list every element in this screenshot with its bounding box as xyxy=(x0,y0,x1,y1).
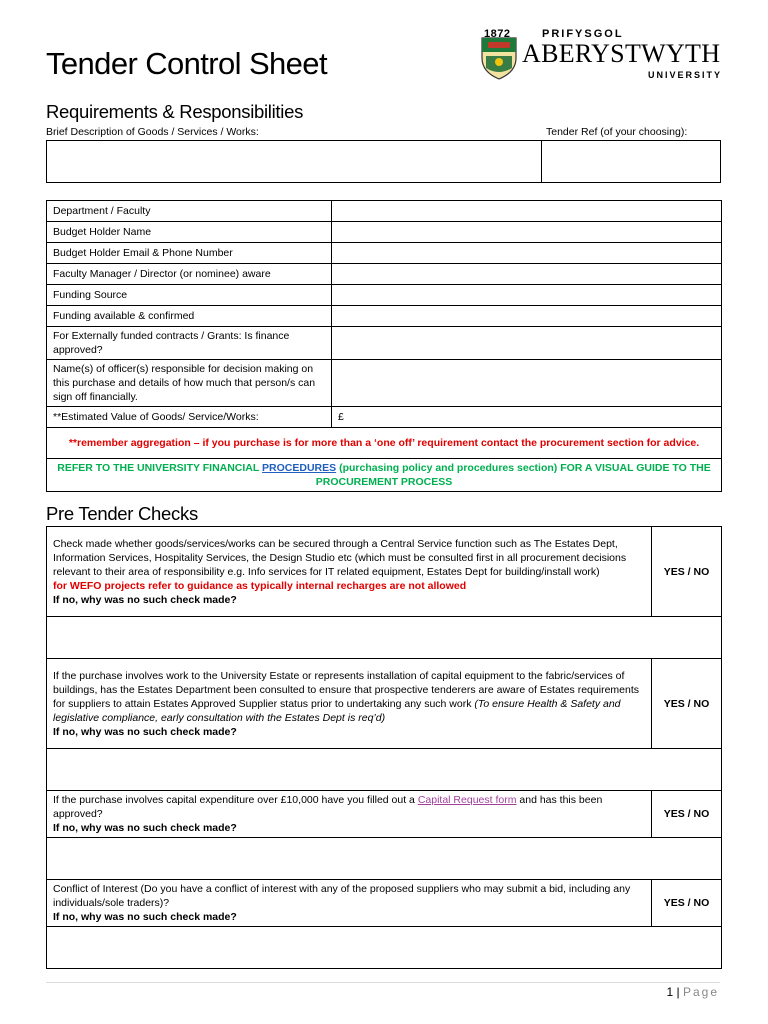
pretender-heading: Pre Tender Checks xyxy=(46,503,198,524)
page-number xyxy=(666,985,719,999)
logo-name: ABERYSTWYTH xyxy=(522,39,721,68)
tender-ref-input[interactable] xyxy=(541,140,721,183)
requirements-heading: Requirements & Responsibilities xyxy=(46,101,304,122)
row-label: Name(s) of officer(s) responsible for decision making on this purchase and details of how much that person/s can sign off financially. xyxy=(47,360,332,407)
budget-holder-input[interactable] xyxy=(332,222,722,243)
table-row xyxy=(47,428,722,459)
refer-text-before: REFER TO THE UNIVERSITY FINANCIAL xyxy=(57,462,263,474)
why-label: If no, why was no such check made? xyxy=(53,911,237,923)
table-row xyxy=(47,838,722,880)
aggregation-note: **remember aggregation – if you purchase is for more than a ‘one off’ requirement contact the procurement section for advice. xyxy=(47,428,722,459)
check-conflict-of-interest xyxy=(47,880,652,927)
why-label: If no, why was no such check made? xyxy=(53,593,237,606)
currency-symbol: £ xyxy=(338,411,344,423)
estimated-value-input[interactable] xyxy=(332,407,722,428)
yes-no-selector[interactable]: YES / NO xyxy=(652,880,722,927)
logo-year: 1872 xyxy=(484,28,511,40)
wefo-note: for WEFO projects refer to guidance as typically internal recharges are not allowed xyxy=(53,579,467,592)
table-row xyxy=(47,791,722,838)
check-capital-expenditure xyxy=(47,791,652,838)
row-label: Budget Holder Name xyxy=(47,222,332,243)
table-row xyxy=(47,617,722,659)
budget-contact-input[interactable] xyxy=(332,243,722,264)
table-row xyxy=(47,264,722,285)
procedures-link[interactable]: PROCEDURES xyxy=(262,462,337,474)
why-label: If no, why was no such check made? xyxy=(53,822,237,834)
table-row xyxy=(47,459,722,492)
row-label: Budget Holder Email & Phone Number xyxy=(47,243,332,264)
funding-source-input[interactable] xyxy=(332,285,722,306)
row-label: For Externally funded contracts / Grants: Is finance approved? xyxy=(47,327,332,360)
procurement-guide-note xyxy=(47,459,722,492)
table-row xyxy=(47,749,722,791)
check-text-before: If the purchase involves capital expenditure over £10,000 have you filled out a xyxy=(53,794,418,806)
check-italic-note: (To ensure Health & Safety and legislative compliance, early consultation with the Estates Dept is req’d) xyxy=(53,697,621,724)
table-row xyxy=(47,927,722,969)
capital-request-link[interactable]: Capital Request form xyxy=(417,794,517,806)
description-label: Brief Description of Goods / Services / Works: xyxy=(46,126,259,138)
page-number-value: 1 xyxy=(666,985,674,999)
row-label: **Estimated Value of Goods/ Service/Works: xyxy=(47,407,332,428)
check-text: Conflict of Interest (Do you have a conflict of interest with any of the proposed suppliers who may submit a bid, including any individuals/sole traders)? xyxy=(53,883,631,909)
check-text-after: and has this been approved? xyxy=(53,794,603,820)
yes-no-selector[interactable]: YES / NO xyxy=(652,527,722,617)
why-label: If no, why was no such check made? xyxy=(53,725,237,738)
table-row xyxy=(47,201,722,222)
yes-no-selector[interactable]: YES / NO xyxy=(652,659,722,749)
pretender-table xyxy=(46,526,722,969)
page-separator: | xyxy=(676,985,680,999)
why-answer-input[interactable] xyxy=(47,617,722,659)
finance-approved-input[interactable] xyxy=(332,327,722,360)
tender-ref-label: Tender Ref (of your choosing): xyxy=(546,126,688,138)
why-answer-input[interactable] xyxy=(47,838,722,880)
check-estates xyxy=(47,659,652,749)
department-input[interactable] xyxy=(332,201,722,222)
logo-subtitle: UNIVERSITY xyxy=(648,70,723,80)
description-input[interactable] xyxy=(46,140,542,183)
row-label: Funding Source xyxy=(47,285,332,306)
table-row xyxy=(47,243,722,264)
check-text: If the purchase involves work to the University Estate or represents installation of capital equipment to the fabric/services of buildings, has the Estates Department been consulted to ensure that prospective tenderers are aware of Estates requirements for suppliers to attain Estates Approved Supplier status prior to undertaking any such work xyxy=(53,669,640,710)
page-label: Page xyxy=(682,985,719,999)
table-row xyxy=(47,222,722,243)
logo-prefix: PRIFYSGOL xyxy=(542,28,624,40)
table-row xyxy=(47,285,722,306)
table-row xyxy=(47,407,722,428)
manager-aware-input[interactable] xyxy=(332,264,722,285)
table-row xyxy=(47,360,722,407)
row-label: Funding available & confirmed xyxy=(47,306,332,327)
table-row xyxy=(47,527,722,617)
funding-confirmed-input[interactable] xyxy=(332,306,722,327)
check-text: Check made whether goods/services/works can be secured through a Central Service function such as The Estates Dept, Information Services, Hospitality Services, the Design Studio etc (which must be consulted first in all procurement decisions relevant to their area of responsibility e.g. Info services for IT related equipment, Estates Dept for building/install work) xyxy=(53,537,627,578)
table-row xyxy=(47,327,722,360)
why-answer-input[interactable] xyxy=(47,927,722,969)
table-row xyxy=(47,659,722,749)
officers-input[interactable] xyxy=(332,360,722,407)
table-row xyxy=(47,880,722,927)
why-answer-input[interactable] xyxy=(47,749,722,791)
footer-divider xyxy=(46,982,720,983)
refer-text-after: (purchasing policy and procedures section) FOR A VISUAL GUIDE TO THE PROCUREMENT PROCESS xyxy=(315,462,711,488)
page-title: Tender Control Sheet xyxy=(46,46,327,81)
university-logo xyxy=(478,28,726,84)
check-central-services xyxy=(47,527,652,617)
table-row xyxy=(47,306,722,327)
requirements-table xyxy=(46,200,722,492)
row-label: Faculty Manager / Director (or nominee) aware xyxy=(47,264,332,285)
row-label: Department / Faculty xyxy=(47,201,332,222)
yes-no-selector[interactable]: YES / NO xyxy=(652,791,722,838)
